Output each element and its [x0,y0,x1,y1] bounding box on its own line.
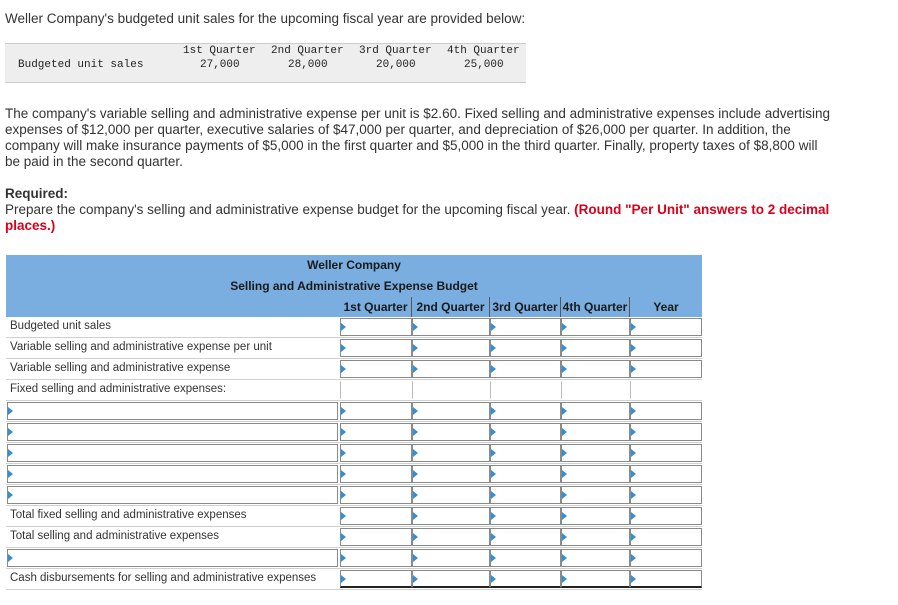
amount-input-q4[interactable] [561,507,630,525]
input-marker-icon [413,512,418,520]
amount-input-q4[interactable] [561,528,630,546]
amount-input-q4[interactable] [561,570,630,588]
input-marker-icon [413,575,418,583]
input-marker-icon [631,365,636,373]
budget-row-cash-adjustment [6,548,702,569]
input-marker-icon [631,323,636,331]
input-marker-icon [631,491,636,499]
required-instruction: Prepare the company's selling and administrative expense budget for the upcoming fiscal year. [5,202,571,217]
amount-input-q1[interactable] [340,444,412,462]
input-marker-icon [562,575,567,583]
amount-input-q2[interactable] [412,360,490,378]
amount-input-q4[interactable] [561,486,630,504]
amount-input-q4[interactable] [561,360,630,378]
input-marker-icon [491,512,496,520]
input-marker-icon [341,407,346,415]
input-marker-icon [413,344,418,352]
input-marker-icon [491,428,496,436]
input-marker-icon [341,428,346,436]
amount-input-q2[interactable] [412,570,490,588]
input-marker-icon [562,470,567,478]
input-marker-icon [631,470,636,478]
budget-row-budgeted-unit-sales [6,317,702,338]
input-marker-icon [562,512,567,520]
col-header-q2: 2nd Quarter [412,297,490,317]
budget-row-fixed-item-5 [6,485,702,506]
budget-row-fixed-item-2 [6,422,702,443]
input-marker-icon [413,554,418,562]
empty-cell [490,381,561,399]
input-marker-icon [562,323,567,331]
amount-input-year[interactable] [630,423,702,441]
required-title: Required: [5,186,69,201]
input-marker-icon [631,554,636,562]
amount-input-q3[interactable] [490,339,561,357]
amount-input-q1[interactable] [340,360,412,378]
row-label: Fixed selling and administrative expenses: [10,383,227,395]
input-marker-icon [562,407,567,415]
dropdown-arrow-icon [8,407,13,415]
amount-input-q3[interactable] [490,507,561,525]
given-header-q1: 1st Quarter [183,45,256,57]
amount-input-q2[interactable] [412,423,490,441]
amount-input-year[interactable] [630,360,702,378]
input-marker-icon [631,428,636,436]
input-marker-icon [631,449,636,457]
amount-input-q2[interactable] [412,528,490,546]
budget-title: Selling and Administrative Expense Budget [6,276,702,297]
amount-input-q3[interactable] [490,528,561,546]
amount-input-q4[interactable] [561,444,630,462]
input-marker-icon [341,323,346,331]
input-marker-icon [491,554,496,562]
given-value-q4: 25,000 [464,59,504,71]
amount-input-q3[interactable] [490,444,561,462]
col-header-year: Year [653,300,679,314]
dropdown-arrow-icon [8,554,13,562]
budget-row-fixed-header [6,380,702,401]
input-marker-icon [562,365,567,373]
problem-paragraph: The company's variable selling and administrative expense per unit is $2.60. Fixed selling and administrative expenses include advertising expenses of $12,000 per quarter, executive salaries of $47,000 per quarter, and depreciation of $26,000 per quarter. In addition, the company will make insurance payments of $5,000 in the first quarter and $5,000 in the third quarter. Finally, property taxes of $8,800 will be paid in the second quarter. [5,106,831,169]
input-marker-icon [413,470,418,478]
amount-input-q3[interactable] [490,318,561,336]
given-value-q1: 27,000 [200,59,240,71]
input-marker-icon [491,491,496,499]
budget-row-variable-per-unit [6,338,702,359]
given-value-q2: 28,000 [288,59,328,71]
input-marker-icon [413,533,418,541]
input-marker-icon [562,491,567,499]
row-label: Variable selling and administrative expense per unit [10,341,272,353]
amount-input-q1[interactable] [340,318,412,336]
amount-input-year[interactable] [630,528,702,546]
amount-input-q1[interactable] [340,549,412,567]
given-header-q3: 3rd Quarter [359,45,432,57]
empty-cell [412,381,490,399]
input-marker-icon [491,407,496,415]
input-marker-icon [631,533,636,541]
budget-row-fixed-item-4 [6,464,702,485]
row-label-input[interactable] [7,486,338,504]
amount-input-q1[interactable] [340,402,412,420]
input-marker-icon [413,323,418,331]
amount-input-q2[interactable] [412,402,490,420]
input-marker-icon [631,512,636,520]
amount-input-q2[interactable] [412,507,490,525]
input-marker-icon [562,428,567,436]
input-marker-icon [413,449,418,457]
dropdown-arrow-icon [8,491,13,499]
input-marker-icon [491,470,496,478]
amount-input-q3[interactable] [490,360,561,378]
required-text [5,202,835,234]
input-marker-icon [341,533,346,541]
input-marker-icon [341,554,346,562]
input-marker-icon [413,365,418,373]
given-value-q3: 20,000 [376,59,416,71]
amount-input-year[interactable] [630,486,702,504]
input-marker-icon [491,344,496,352]
intro-text: Weller Company's budgeted unit sales for the upcoming fiscal year are provided below: [5,11,526,26]
amount-input-q2[interactable] [412,486,490,504]
amount-input-q4[interactable] [561,402,630,420]
amount-input-q3[interactable] [490,486,561,504]
col-header-q3: 3rd Quarter [490,297,561,317]
amount-input-q4[interactable] [561,339,630,357]
row-label: Budgeted unit sales [10,320,112,332]
budget-row-total-sa [6,527,702,548]
input-marker-icon [562,449,567,457]
budget-row-total-fixed [6,506,702,527]
budget-row-variable-expense [6,359,702,380]
input-marker-icon [491,575,496,583]
amount-input-year[interactable] [630,444,702,462]
amount-input-q3[interactable] [490,423,561,441]
row-label-input[interactable] [7,444,338,462]
amount-input-q3[interactable] [490,465,561,483]
row-label: Total selling and administrative expenses [10,530,220,542]
input-marker-icon [491,323,496,331]
budget-row-fixed-item-1 [6,401,702,422]
input-marker-icon [491,365,496,373]
amount-input-q3[interactable] [490,402,561,420]
input-marker-icon [413,491,418,499]
amount-input-q3[interactable] [490,549,561,567]
budget-row-cash-disbursements [6,569,702,590]
row-label: Cash disbursements for selling and administrative expenses [10,572,317,584]
input-marker-icon [341,470,346,478]
empty-cell [630,381,702,399]
input-marker-icon [413,428,418,436]
row-label-input[interactable] [7,465,338,483]
amount-input-q1[interactable] [340,570,412,588]
amount-input-q1[interactable] [340,486,412,504]
amount-input-year[interactable] [630,507,702,525]
amount-input-q1[interactable] [340,423,412,441]
input-marker-icon [413,407,418,415]
input-marker-icon [341,491,346,499]
dropdown-arrow-icon [8,449,13,457]
input-marker-icon [341,575,346,583]
amount-input-year[interactable] [630,549,702,567]
amount-input-q1[interactable] [340,528,412,546]
input-marker-icon [631,575,636,583]
amount-input-q2[interactable] [412,549,490,567]
amount-input-year[interactable] [630,570,702,588]
col-header-q1: 1st Quarter [340,297,412,317]
amount-input-q2[interactable] [412,465,490,483]
input-marker-icon [341,344,346,352]
input-marker-icon [341,512,346,520]
row-label-input[interactable] [7,549,338,567]
row-label-input[interactable] [7,402,338,420]
col-header-q4: 4th Quarter [561,297,630,317]
amount-input-year[interactable] [630,318,702,336]
amount-input-q2[interactable] [412,339,490,357]
empty-cell [340,381,412,399]
given-row-label: Budgeted unit sales [18,59,144,71]
dropdown-arrow-icon [8,428,13,436]
input-marker-icon [631,344,636,352]
dropdown-arrow-icon [8,470,13,478]
row-label: Variable selling and administrative expense [10,362,231,374]
input-marker-icon [631,407,636,415]
empty-cell [561,381,630,399]
input-marker-icon [562,533,567,541]
input-marker-icon [562,344,567,352]
amount-input-year[interactable] [630,465,702,483]
budget-company: Weller Company [6,255,702,276]
amount-input-q4[interactable] [561,318,630,336]
row-label: Total fixed selling and administrative expenses [10,509,247,521]
given-header-q4: 4th Quarter [447,45,520,57]
input-marker-icon [491,533,496,541]
amount-input-q1[interactable] [340,339,412,357]
row-label-input[interactable] [7,423,338,441]
input-marker-icon [341,449,346,457]
amount-input-year[interactable] [630,402,702,420]
input-marker-icon [562,554,567,562]
amount-input-q1[interactable] [340,507,412,525]
amount-input-q4[interactable] [561,465,630,483]
amount-input-q1[interactable] [340,465,412,483]
amount-input-q3[interactable] [490,570,561,588]
amount-input-q4[interactable] [561,549,630,567]
input-marker-icon [491,449,496,457]
given-data-table [5,43,526,83]
amount-input-year[interactable] [630,339,702,357]
rounding-note: (Round "Per Unit" answers to 2 decimal places.) [5,202,830,233]
budget-row-fixed-item-3 [6,443,702,464]
amount-input-q4[interactable] [561,423,630,441]
amount-input-q2[interactable] [412,444,490,462]
amount-input-q2[interactable] [412,318,490,336]
input-marker-icon [341,365,346,373]
given-header-q2: 2nd Quarter [271,45,344,57]
